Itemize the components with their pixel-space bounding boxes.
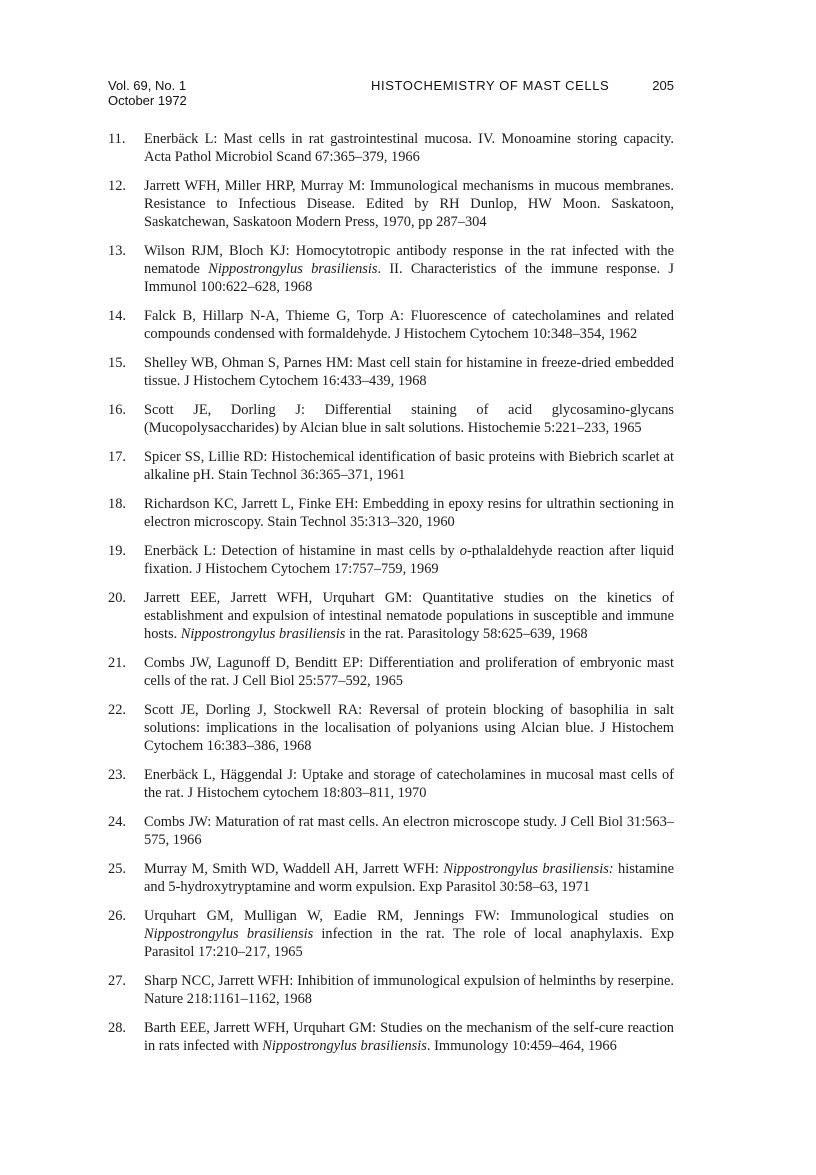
reference-item [108,972,674,1008]
reference-italic-text: Nippostrongylus brasiliensis [208,261,378,277]
reference-text-segment: Jarrett WFH, Miller HRP, Murray M: Immunological mechanisms in mucous membranes. Resistance to Infectious Disease. Edited by RH Dunlop, HW Moon. Saskatoon, Saskatchewan, Saskatoon Modern Press, 1970, pp 287–304 [144,178,674,230]
reference-number: 12. [108,178,126,194]
reference-text [144,701,674,755]
reference-text-segment: in the rat. Parasitology 58:625–639, 1968 [345,626,588,642]
reference-item [108,813,674,849]
reference-text [144,589,674,643]
reference-number: 17. [108,449,126,465]
reference-text-segment: Enerbäck L: Detection of histamine in mast cells by [144,543,460,559]
reference-text-segment: Richardson KC, Jarrett L, Finke EH: Embedding in epoxy resins for ultrathin sectioning in electron microscopy. Stain Technol 35:313–320, 1960 [144,496,674,530]
reference-item [108,701,674,755]
reference-text [144,448,674,484]
reference-number: 28. [108,1020,126,1036]
reference-item [108,907,674,961]
reference-item [108,860,674,896]
reference-item [108,401,674,437]
reference-number: 24. [108,814,126,830]
reference-text-segment: Combs JW, Lagunoff D, Benditt EP: Differentiation and proliferation of embryonic mast cells of the rat. J Cell Biol 25:577–592, 1965 [144,655,674,689]
reference-text-segment: Spicer SS, Lillie RD: Histochemical identification of basic proteins with Biebrich scarlet at alkaline pH. Stain Technol 36:365–371, 1961 [144,449,674,483]
reference-number: 15. [108,355,126,371]
reference-number: 21. [108,655,126,671]
reference-number: 19. [108,543,126,559]
volume-issue: Vol. 69, No. 1 [108,78,187,93]
reference-text-segment: infection in the rat. The role of local anaphylaxis. Exp Parasitol 17:210–217, 1965 [144,926,674,960]
reference-item [108,307,674,343]
reference-text-segment: . Immunology 10:459–464, 1966 [426,1038,617,1054]
reference-text [144,401,674,437]
reference-item [108,1019,674,1055]
reference-text [144,242,674,296]
reference-text [144,307,674,343]
reference-item [108,495,674,531]
reference-text-segment: . II. Characteristics of the immune response. J Immunol 100:622–628, 1968 [144,261,674,295]
reference-italic-text: Nippostrongylus brasiliensis [144,926,314,942]
reference-number: 22. [108,702,126,718]
reference-number: 27. [108,973,126,989]
reference-text-segment: Scott JE, Dorling J, Stockwell RA: Reversal of protein blocking of basophilia in salt solutions: implications in the localisation of polyanions using Alcian blue. J Histochem Cytochem 16:383–386, 1968 [144,702,674,754]
reference-item [108,242,674,296]
issue-date: October 1972 [108,93,187,108]
reference-text-segment: -pthalaldehyde reaction after liquid fixation. J Histochem Cytochem 17:757–759, 1969 [144,543,674,577]
reference-italic-text: Nippostrongylus brasiliensis: [443,861,614,877]
issue-info [108,78,187,108]
reference-text [144,177,674,231]
reference-text-segment: Urquhart GM, Mulligan W, Eadie RM, Jennings FW: Immunological studies on [144,908,674,924]
reference-text [144,972,674,1008]
reference-text-segment: Scott JE, Dorling J: Differential staining of acid glycosamino-glycans (Mucopolysaccharides) by Alcian blue in salt solutions. Histochemie 5:221–233, 1965 [144,402,674,436]
reference-text-segment: Barth EEE, Jarrett WFH, Urquhart GM: Studies on the mechanism of the self-cure reaction in rats infected with [144,1020,674,1054]
reference-text [144,860,674,896]
reference-item [108,542,674,578]
reference-number: 14. [108,308,126,324]
reference-item [108,130,674,166]
reference-number: 26. [108,908,126,924]
reference-text [144,907,674,961]
reference-number: 20. [108,590,126,606]
reference-number: 18. [108,496,126,512]
reference-item [108,448,674,484]
reference-text [144,766,674,802]
reference-text-segment: Sharp NCC, Jarrett WFH: Inhibition of immunological expulsion of helminths by reserpine. Nature 218:1161–1162, 1968 [144,973,674,1007]
reference-item [108,654,674,690]
reference-text [144,1019,674,1055]
reference-italic-text: o [459,543,467,559]
reference-text-segment: Murray M, Smith WD, Waddell AH, Jarrett WFH: [144,861,444,877]
reference-item [108,589,674,643]
reference-italic-text: Nippostrongylus brasiliensis [262,1038,427,1054]
reference-number: 25. [108,861,126,877]
reference-text-segment: Combs JW: Maturation of rat mast cells. An electron microscope study. J Cell Biol 31:563–575, 1966 [144,814,674,848]
reference-item [108,354,674,390]
reference-number: 23. [108,767,126,783]
reference-text [144,542,674,578]
reference-item [108,177,674,231]
reference-item [108,766,674,802]
page-header [108,78,674,112]
reference-text [144,813,674,849]
reference-text [144,354,674,390]
reference-list [108,130,674,1066]
page-number: 205 [652,78,674,93]
reference-text-segment: histamine and 5-hydroxytryptamine and worm expulsion. Exp Parasitol 30:58–63, 1971 [144,861,674,895]
reference-text-segment: Jarrett EEE, Jarrett WFH, Urquhart GM: Quantitative studies on the kinetics of establishment and expulsion of intestinal nematode populations in susceptible and immune hosts. [144,590,674,642]
reference-number: 13. [108,243,126,259]
reference-text-segment: Falck B, Hillarp N-A, Thieme G, Torp A: Fluorescence of catecholamines and related compounds condensed with formaldehyde. J Histochem Cytochem 10:348–354, 1962 [144,308,674,342]
reference-text [144,654,674,690]
reference-text-segment: Wilson RJM, Bloch KJ: Homocytotropic antibody response in the rat infected with the nematode [144,243,674,277]
reference-text [144,495,674,531]
reference-italic-text: Nippostrongylus brasiliensis [180,626,346,642]
reference-text-segment: Shelley WB, Ohman S, Parnes HM: Mast cell stain for histamine in freeze-dried embedded tissue. J Histochem Cytochem 16:433–439, 1968 [144,355,674,389]
reference-text [144,130,674,166]
reference-number: 16. [108,402,126,418]
running-title: HISTOCHEMISTRY OF MAST CELLS [371,78,610,93]
reference-number: 11. [108,131,126,147]
reference-text-segment: Enerbäck L, Häggendal J: Uptake and storage of catecholamines in mucosal mast cells of the rat. J Histochem cytochem 18:803–811, 1970 [144,767,674,801]
reference-text-segment: Enerbäck L: Mast cells in rat gastrointestinal mucosa. IV. Monoamine storing capacity. Acta Pathol Microbiol Scand 67:365–379, 1966 [144,131,674,165]
